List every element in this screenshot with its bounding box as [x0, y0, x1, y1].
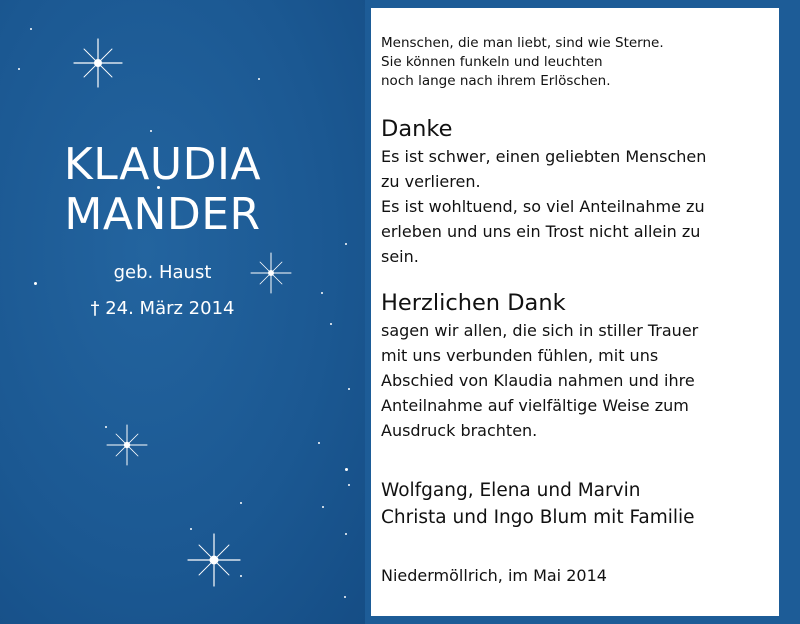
star-dot	[34, 282, 37, 285]
danke-line: erleben und uns ein Trost nicht allein zu	[381, 222, 701, 241]
herzlich-line: Abschied von Klaudia nahmen und ihre	[381, 371, 695, 390]
signature-line: Christa und Ingo Blum mit Familie	[381, 507, 695, 528]
poem-line: Sie können funkeln und leuchten	[381, 54, 603, 70]
star-icon	[184, 530, 244, 590]
last-name: MANDER	[64, 189, 261, 240]
herzlich-line: Ausdruck brachten.	[381, 421, 538, 440]
danke-paragraph	[381, 144, 761, 269]
star-dot	[344, 596, 346, 598]
signature-line: Wolfgang, Elena und Marvin	[381, 480, 641, 501]
star-dot	[240, 502, 242, 504]
poem-line: noch lange nach ihrem Erlöschen.	[381, 73, 611, 89]
danke-line: Es ist schwer, einen geliebten Menschen	[381, 147, 707, 166]
star-dot	[318, 442, 320, 444]
star-dot	[190, 528, 192, 530]
herzlich-paragraph	[381, 318, 761, 443]
star-dot	[345, 243, 347, 245]
heading-danke: Danke	[381, 116, 453, 142]
star-icon	[70, 35, 126, 91]
star-dot	[240, 575, 242, 577]
first-name: KLAUDIA	[63, 139, 262, 190]
star-dot	[18, 68, 20, 70]
text-card	[371, 8, 779, 616]
heading-herzlichen-dank: Herzlichen Dank	[381, 290, 566, 316]
star-dot	[150, 130, 152, 132]
poem	[381, 34, 771, 91]
star-dot	[30, 28, 32, 30]
place-date: Niedermöllrich, im Mai 2014	[381, 566, 607, 585]
deceased-name	[40, 140, 285, 240]
birth-name: geb. Haust	[113, 262, 212, 283]
star-dot	[348, 484, 350, 486]
star-dot	[322, 506, 324, 508]
starry-sky-panel	[0, 0, 365, 624]
death-date: † 24. März 2014	[90, 298, 235, 319]
star-dot	[258, 78, 260, 80]
star-dot	[105, 426, 107, 428]
danke-line: Es ist wohltuend, so viel Anteilnahme zu	[381, 197, 705, 216]
star-dot	[345, 533, 347, 535]
star-dot	[330, 323, 332, 325]
poem-line: Menschen, die man liebt, sind wie Sterne.	[381, 35, 664, 51]
star-dot	[345, 468, 348, 471]
herzlich-line: Anteilnahme auf vielfältige Weise zum	[381, 396, 689, 415]
star-dot	[321, 292, 323, 294]
herzlich-line: sagen wir allen, die sich in stiller Trauer	[381, 321, 699, 340]
danke-line: zu verlieren.	[381, 172, 481, 191]
danke-line: sein.	[381, 247, 419, 266]
star-dot	[348, 388, 350, 390]
star-icon	[104, 422, 150, 468]
signatures	[381, 477, 771, 531]
herzlich-line: mit uns verbunden fühlen, mit uns	[381, 346, 659, 365]
